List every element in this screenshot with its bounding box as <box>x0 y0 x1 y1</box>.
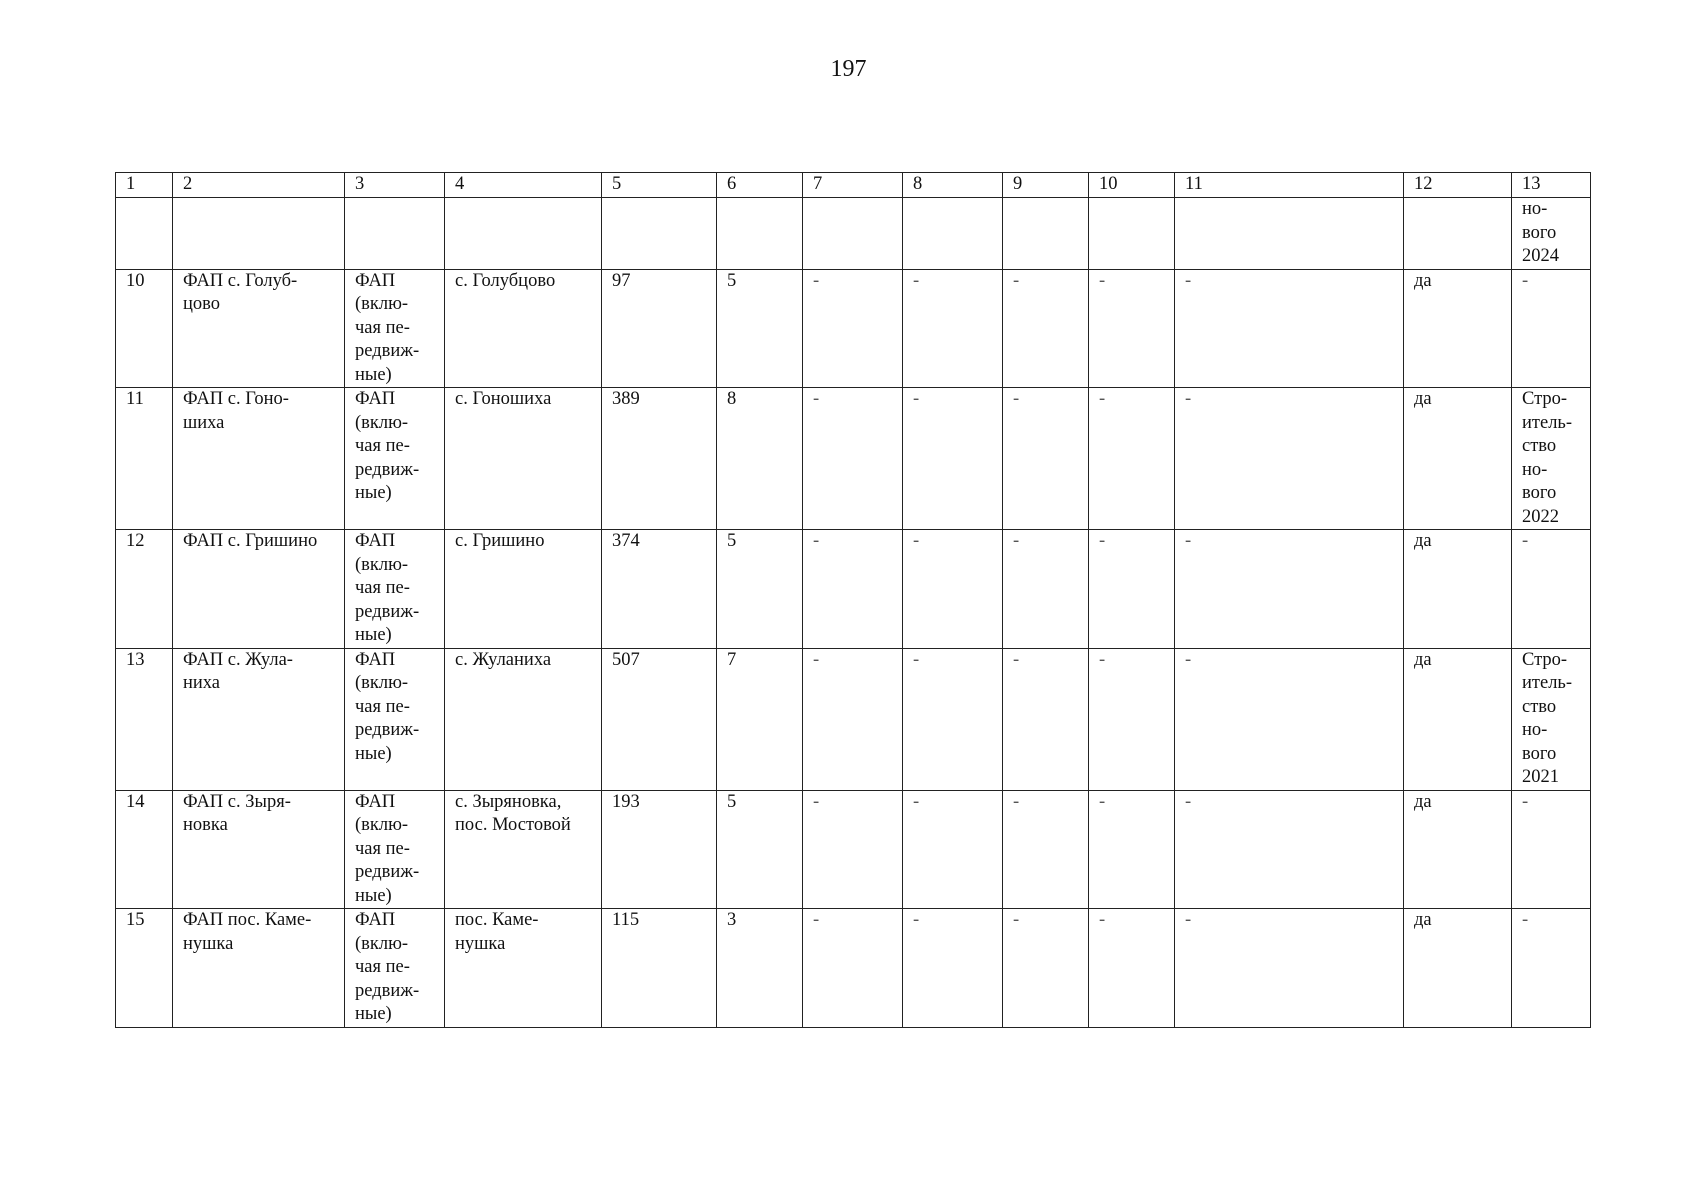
table-cell <box>717 530 803 649</box>
table-cell <box>1512 269 1591 388</box>
table-cell <box>717 388 803 530</box>
table-cell <box>345 909 445 1028</box>
page-number-text: 197 <box>830 56 867 82</box>
cell-text: 5 <box>727 531 737 551</box>
table-cell <box>1175 909 1404 1028</box>
cell-text: ФАП (вклю- чая пе- редвиж- ные) <box>355 910 420 1024</box>
column-number-header: 8 <box>903 173 1003 198</box>
table-row <box>116 530 1591 649</box>
cell-text: - <box>1099 910 1106 930</box>
table-cell <box>803 790 903 909</box>
cell-text: 10 <box>126 270 145 291</box>
table-cell <box>717 909 803 1028</box>
table-cell <box>1175 790 1404 909</box>
cell-text: с. Голубцово <box>455 270 556 291</box>
table-cell <box>602 388 717 530</box>
cell-text: - <box>1013 270 1020 291</box>
table-cell <box>602 198 717 270</box>
cell-text: 14 <box>126 791 145 812</box>
cell-text: - <box>913 531 920 551</box>
cell-text: - <box>813 649 820 670</box>
table-cell <box>345 388 445 530</box>
cell-text: пос. Каме- нушка <box>455 910 539 954</box>
cell-text: - <box>913 270 920 291</box>
table-cell <box>173 530 345 649</box>
table-cell <box>173 388 345 530</box>
table-cell <box>1512 790 1591 909</box>
table-cell <box>173 790 345 909</box>
table-cell <box>445 790 602 909</box>
table-cell <box>1404 648 1512 790</box>
table-cell <box>717 198 803 270</box>
table-cell <box>717 648 803 790</box>
table-cell <box>602 909 717 1028</box>
column-number-header: 13 <box>1512 173 1591 198</box>
cell-text: - <box>1522 910 1529 930</box>
table-cell <box>116 909 173 1028</box>
cell-text: 5 <box>727 791 737 812</box>
table-cell <box>1175 198 1404 270</box>
cell-text: да <box>1414 389 1432 409</box>
column-number-header: 7 <box>803 173 903 198</box>
cell-text: да <box>1414 910 1432 930</box>
table-cell <box>445 269 602 388</box>
cell-text: с. Гришино <box>455 531 545 551</box>
table-cell <box>903 530 1003 649</box>
table-cell <box>345 648 445 790</box>
cell-text: ФАП с. Жула- ниха <box>183 649 293 693</box>
table-cell <box>1175 648 1404 790</box>
table-cell <box>903 388 1003 530</box>
cell-text: 12 <box>126 531 145 551</box>
cell-text: ФАП с. Зыря- новка <box>183 791 291 835</box>
table-cell <box>116 198 173 270</box>
column-number-header: 6 <box>717 173 803 198</box>
cell-text: - <box>813 270 820 291</box>
table-cell <box>1404 388 1512 530</box>
table-cell <box>445 530 602 649</box>
table-cell <box>1003 790 1089 909</box>
table-cell <box>803 530 903 649</box>
table-cell <box>1404 269 1512 388</box>
table-row <box>116 648 1591 790</box>
table-cell <box>345 269 445 388</box>
table-cell <box>445 648 602 790</box>
table-cell <box>1512 198 1591 270</box>
table-cell <box>1089 790 1175 909</box>
cell-text: - <box>1185 389 1192 409</box>
table-cell <box>717 790 803 909</box>
table-cell <box>803 648 903 790</box>
cell-text: - <box>913 389 920 409</box>
column-number-header: 3 <box>345 173 445 198</box>
table-cell <box>1003 648 1089 790</box>
cell-text: - <box>1099 531 1106 551</box>
table-cell <box>445 909 602 1028</box>
table-cell <box>903 269 1003 388</box>
cell-text: ФАП (вклю- чая пе- редвиж- ные) <box>355 531 420 645</box>
cell-text: ФАП (вклю- чая пе- редвиж- ные) <box>355 791 420 906</box>
table-cell <box>1512 530 1591 649</box>
table-cell <box>803 909 903 1028</box>
cell-text: с. Зыряновка, пос. Мостовой <box>455 791 571 835</box>
table-cell <box>173 198 345 270</box>
cell-text: - <box>813 389 820 409</box>
table-cell <box>903 909 1003 1028</box>
table-cell <box>1003 198 1089 270</box>
cell-text: но- вого 2024 <box>1522 199 1559 266</box>
table-cell <box>1404 530 1512 649</box>
table-cell <box>1089 530 1175 649</box>
table-cell <box>1512 909 1591 1028</box>
table-cell <box>1512 388 1591 530</box>
cell-text: - <box>1522 531 1529 551</box>
table-cell <box>116 530 173 649</box>
table-cell <box>116 388 173 530</box>
cell-text: ФАП с. Гоно- шиха <box>183 389 289 433</box>
cell-text: - <box>813 531 820 551</box>
cell-text: с. Жуланиха <box>455 649 552 670</box>
cell-text: - <box>1522 270 1529 291</box>
table-cell <box>803 388 903 530</box>
column-number-header: 12 <box>1404 173 1512 198</box>
table-cell <box>116 269 173 388</box>
table-cell <box>1512 648 1591 790</box>
cell-text: ФАП (вклю- чая пе- редвиж- ные) <box>355 649 420 764</box>
table-cell <box>602 790 717 909</box>
cell-text: 8 <box>727 389 737 409</box>
table-cell <box>345 790 445 909</box>
table-cell <box>1089 648 1175 790</box>
cell-text: - <box>813 910 820 930</box>
table-cell <box>116 790 173 909</box>
table-cell <box>1175 388 1404 530</box>
cell-text: - <box>1185 649 1192 670</box>
cell-text: - <box>1099 791 1106 812</box>
table-cell <box>445 388 602 530</box>
table-cell <box>903 198 1003 270</box>
cell-text: 5 <box>727 270 737 291</box>
cell-text: - <box>1522 791 1529 812</box>
table-cell <box>803 198 903 270</box>
cell-text: - <box>1099 649 1106 670</box>
cell-text: да <box>1414 531 1432 551</box>
table-body <box>116 173 1591 1028</box>
column-number-header: 2 <box>173 173 345 198</box>
cell-text: - <box>913 649 920 670</box>
table-cell <box>1404 790 1512 909</box>
cell-text: Стро- итель- ство но- вого 2022 <box>1522 389 1573 527</box>
table-row <box>116 198 1591 270</box>
cell-text: да <box>1414 791 1432 812</box>
column-number-header: 5 <box>602 173 717 198</box>
table-cell <box>1003 530 1089 649</box>
table-cell <box>803 269 903 388</box>
cell-text: 7 <box>727 649 737 670</box>
column-number-header: 1 <box>116 173 173 198</box>
table-cell <box>1003 269 1089 388</box>
cell-text: - <box>1185 270 1192 291</box>
table-cell <box>1089 909 1175 1028</box>
cell-text: - <box>1013 389 1020 409</box>
table-header-row <box>116 173 1591 198</box>
cell-text: 3 <box>727 910 737 930</box>
cell-text: 15 <box>126 910 145 930</box>
table-cell <box>345 198 445 270</box>
cell-text: - <box>1185 531 1192 551</box>
page-number <box>0 56 1697 83</box>
cell-text: - <box>1099 270 1106 291</box>
table-row <box>116 790 1591 909</box>
table-cell <box>173 269 345 388</box>
table-cell <box>1404 909 1512 1028</box>
table-cell <box>1175 269 1404 388</box>
column-number-header: 4 <box>445 173 602 198</box>
cell-text: - <box>1099 389 1106 409</box>
table-row <box>116 909 1591 1028</box>
cell-text: - <box>1013 531 1020 551</box>
cell-text: ФАП с. Голуб- цово <box>183 270 298 314</box>
cell-text: ФАП пос. Каме- нушка <box>183 910 312 954</box>
data-table <box>115 172 1591 1028</box>
table-cell <box>116 648 173 790</box>
table-cell <box>602 530 717 649</box>
table-cell <box>345 530 445 649</box>
column-number-header: 11 <box>1175 173 1404 198</box>
table-row <box>116 388 1591 530</box>
table-row <box>116 269 1591 388</box>
cell-text: 11 <box>126 389 144 409</box>
table-cell <box>1175 530 1404 649</box>
cell-text: - <box>1013 791 1020 812</box>
cell-text: - <box>813 791 820 812</box>
cell-text: - <box>1185 791 1192 812</box>
table-cell <box>903 648 1003 790</box>
cell-text: - <box>913 791 920 812</box>
cell-text: 374 <box>612 531 640 551</box>
table-cell <box>602 269 717 388</box>
table-cell <box>1089 388 1175 530</box>
cell-text: - <box>913 910 920 930</box>
cell-text: 389 <box>612 389 640 409</box>
table-cell <box>1404 198 1512 270</box>
cell-text: 97 <box>612 270 631 291</box>
table-cell <box>173 909 345 1028</box>
table-cell <box>717 269 803 388</box>
table-cell <box>1089 269 1175 388</box>
cell-text: ФАП (вклю- чая пе- редвиж- ные) <box>355 270 420 385</box>
table-cell <box>1003 388 1089 530</box>
table-cell <box>903 790 1003 909</box>
table-cell <box>173 648 345 790</box>
cell-text: 13 <box>126 649 145 670</box>
cell-text: Стро- итель- ство но- вого 2021 <box>1522 649 1573 787</box>
cell-text: ФАП (вклю- чая пе- редвиж- ные) <box>355 389 420 503</box>
cell-text: - <box>1013 649 1020 670</box>
cell-text: да <box>1414 270 1432 291</box>
cell-text: - <box>1185 910 1192 930</box>
table-cell <box>1089 198 1175 270</box>
cell-text: 115 <box>612 910 640 930</box>
column-number-header: 10 <box>1089 173 1175 198</box>
column-number-header: 9 <box>1003 173 1089 198</box>
table-cell <box>602 648 717 790</box>
cell-text: ФАП с. Гришино <box>183 531 318 551</box>
cell-text: с. Гоношиха <box>455 389 552 409</box>
cell-text: 193 <box>612 791 640 812</box>
table-cell <box>445 198 602 270</box>
table-cell <box>1003 909 1089 1028</box>
cell-text: - <box>1013 910 1020 930</box>
cell-text: 507 <box>612 649 640 670</box>
cell-text: да <box>1414 649 1432 670</box>
